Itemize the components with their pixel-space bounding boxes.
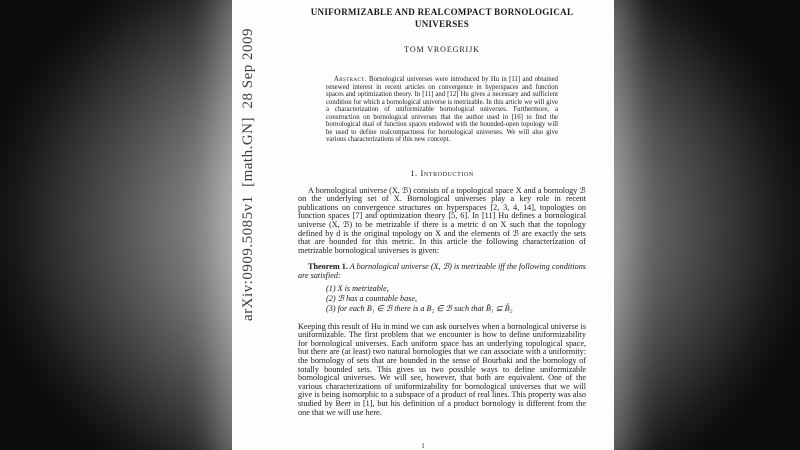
abstract (326, 76, 558, 143)
intro-paragraph-1: A bornological universe (X, ℬ) consists of a topological space X and a bornology ℬ on the underlying set of X. Bornological universes play a key role in recent publications on convergence structures on hyperspaces [2, 3, 4, 14], topologies on function spaces [7] and optimization theory [5, 6]. In [11] Hu defines a bornological universe (X, ℬ) to be metrizable if there is a metric d on X such that the topology defined by d is the original topology on X and the elements of ℬ are exactly the sets that are bounded for this metric. In this article the following characterization of metrizable bornological universes is given: (298, 185, 586, 255)
paper-title: UNIFORMIZABLE AND REALCOMPACT BORNOLOGICAL UNIVERSES (310, 7, 574, 29)
arxiv-watermark: arXiv:0909.5085v1 [math.GN] 28 Sep 2009 (240, 28, 256, 321)
theorem-statement: A bornological universe (X, ℬ) is metrizable iff the following conditions are satisfied: (298, 262, 586, 281)
paper-page (232, 0, 614, 450)
theorem-condition-3: (3) for each B₁ ∈ ℬ there is a B₂ ∈ ℬ such that B̄₁ ⊆ B̊₂ (326, 303, 513, 313)
abstract-label: Abstract. (334, 76, 367, 84)
theorem-label: Theorem 1. (308, 262, 348, 272)
theorem-condition-2: (2) ℬ has a countable base, (326, 293, 418, 303)
intro-paragraph-2: Keeping this result of Hu in mind we can ask ourselves when a bornological universe is uniformizable. The first problem that we encounter is how to define uniformizability for bornological universes. Each uniform space has an underlying topological space, but there are (at least) two natural bornologies that we can associate with a uniformity: the bornology of sets that are bounded in the sense of Bourbaki and the bornology of totally bounded sets. This gives us two possible ways to define uniformizable bornological universes. We will see, however, that both are equivalent. One of the various characterizations of uniformizability for bornological universes that we will give is being isomorphic to a subspace of a product of real lines. This property was also studied by Beer in [1], but his definition of a product bornology is different from the one that we will use here. (298, 321, 586, 417)
abstract-text: Bornological universes were introduced by Hu in [11] and obtained renewed interest in recent articles on convergence in hyperspaces and function spaces and optimization theory. In [11] and [12] Hu gives a necessary and sufficient condition for which a bornological universe is metrizable. In this article we will give a characterization of uniformizable bornological universes. Furthermore, a construction on bornological universes that the author used in [16] to find the bornological dual of function spaces endowed with the bounded-open topology will be used to define realcompactness for bornological universes. We will also give various characterizations of this new concept. (326, 76, 559, 144)
page-number: 1 (421, 442, 425, 450)
author-name: TOM VROEGRIJK (404, 45, 480, 55)
paper-content (298, 0, 586, 450)
theorem-condition-1: (1) X is metrizable, (326, 284, 389, 293)
theorem-1 (298, 263, 586, 281)
section-heading-introduction: 1. Introduction (410, 167, 474, 178)
theorem-conditions (298, 284, 586, 314)
